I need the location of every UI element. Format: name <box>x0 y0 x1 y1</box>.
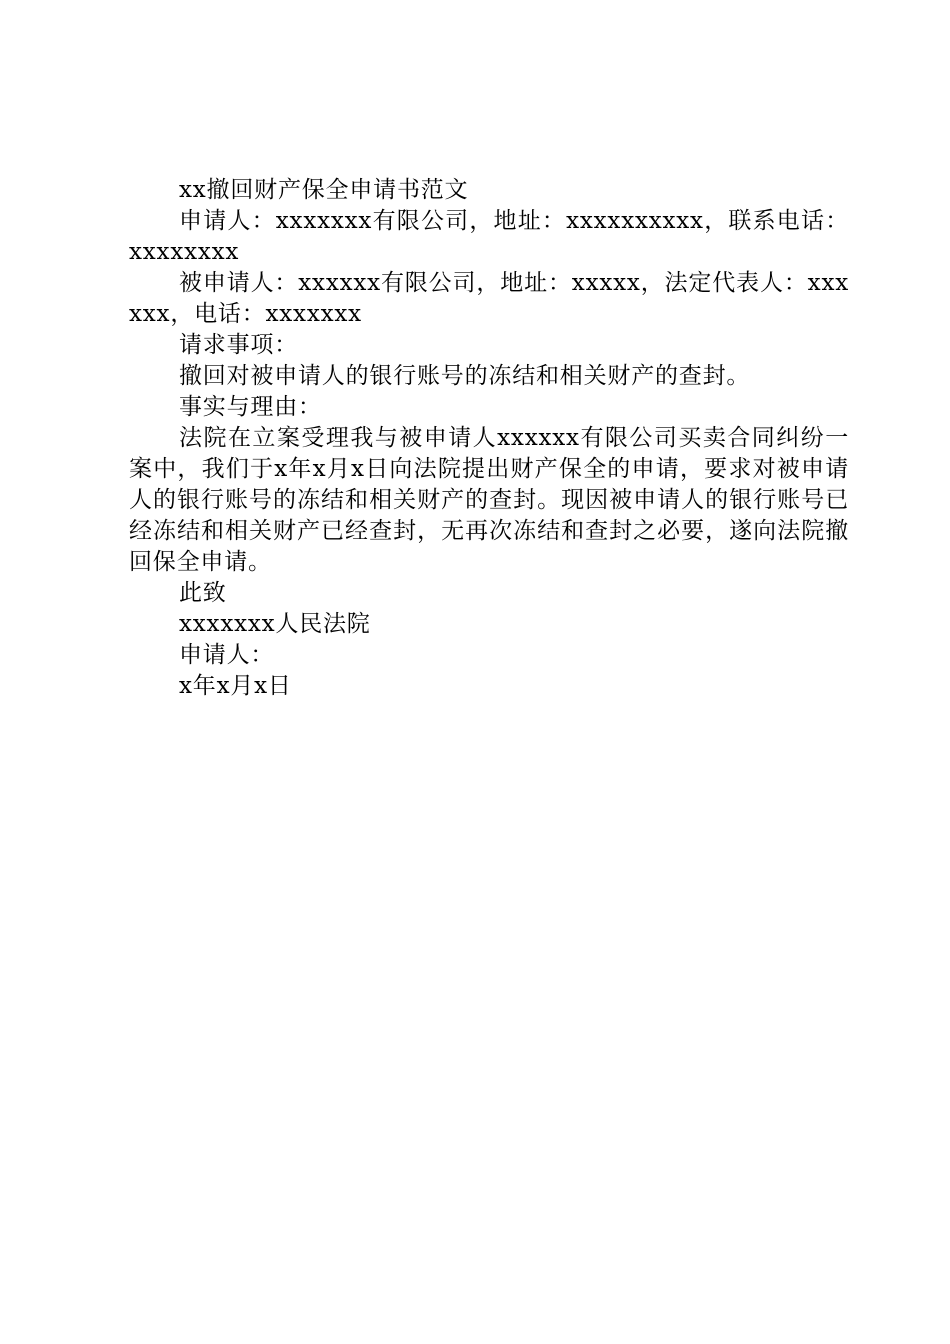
document-date: x年x月x日 <box>179 673 292 699</box>
applicant-info: 申请人：xxxxxxx有限公司，地址：xxxxxxxxxx，联系电话：xxxxxxxx <box>129 208 849 265</box>
request-heading: 请求事项： <box>179 332 298 358</box>
request-body: 撤回对被申请人的银行账号的冻结和相关财产的查封。 <box>179 363 751 389</box>
facts-heading: 事实与理由： <box>179 394 322 420</box>
respondent-info: 被申请人：xxxxxx有限公司，地址：xxxxx，法定代表人：xxxxxx，电话：xxxxxxx <box>129 270 849 327</box>
document-body <box>129 175 849 702</box>
document-title: xx撤回财产保全申请书范文 <box>179 177 469 203</box>
salutation: 此致 <box>179 580 227 606</box>
signature-label: 申请人： <box>179 642 275 668</box>
court-name: xxxxxxx人民法院 <box>179 611 371 637</box>
facts-body: 法院在立案受理我与被申请人xxxxxx有限公司买卖合同纠纷一案中，我们于x年x月x日向法院提出财产保全的申请，要求对被申请人的银行账号的冻结和相关财产的查封。现因被申请人的银行账号已经冻结和相关财产已经查封，无再次冻结和查封之必要，遂向法院撤回保全申请。 <box>129 425 849 575</box>
